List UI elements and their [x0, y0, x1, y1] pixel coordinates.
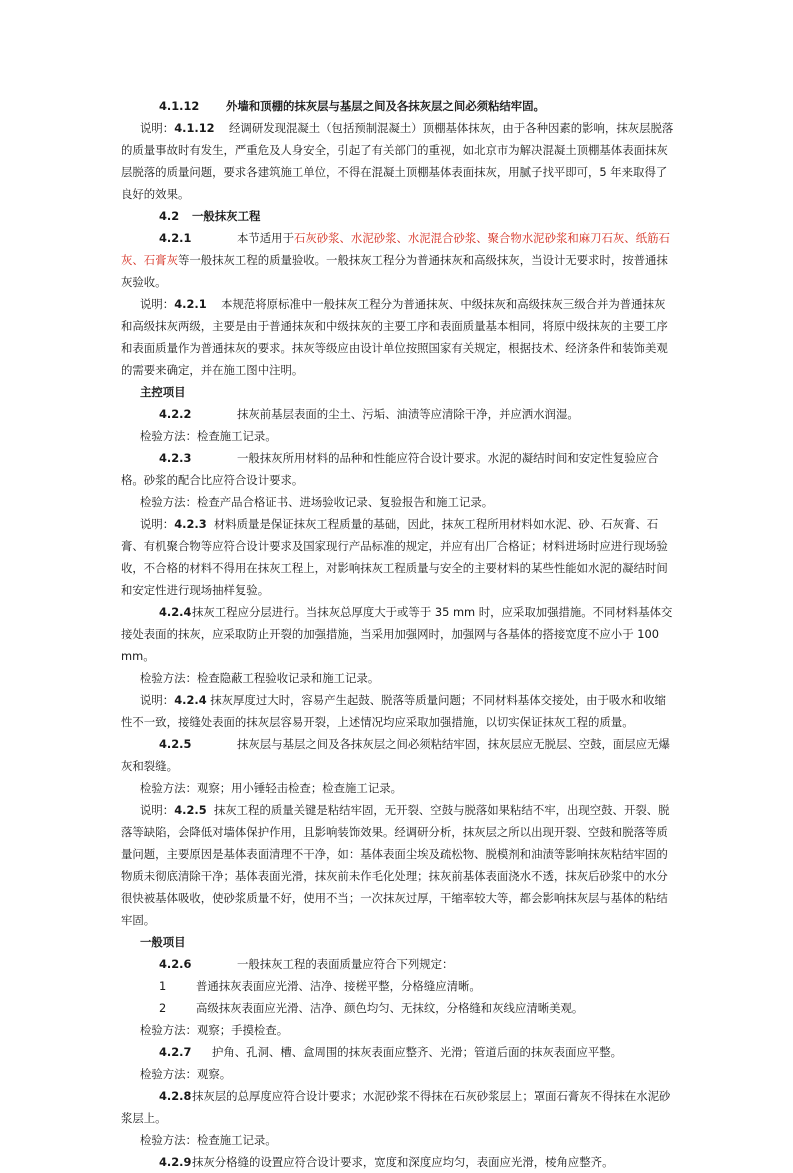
- clause-number: 4.2.7: [159, 1045, 192, 1059]
- explanation-4-2-4: [121, 689, 676, 733]
- clause-number: 4.2.1: [159, 231, 192, 245]
- clause-number: 4.2.9: [159, 1155, 192, 1169]
- list-item: [121, 975, 676, 997]
- list-item-number: 1: [159, 979, 167, 993]
- explanation-prefix: 说明：: [140, 297, 175, 311]
- check-method-4-2-2: 检验方法：检查施工记录。: [140, 429, 277, 443]
- check-method-4-2-6: 检验方法：观察；手摸检查。: [140, 1023, 289, 1037]
- check-method-4-2-3: 检验方法：检查产品合格证书、进场验收记录、复验报告和施工记录。: [140, 495, 494, 509]
- explanation-text: 抹灰厚度过大时，容易产生起鼓、脱落等质量问题；不同材料基体交接处，由于吸水和收缩性不一致，接缝处表面的抹灰层容易开裂，上述情况均应采取加强措施，以切实保证抹灰工程的质量。: [121, 693, 666, 729]
- section-title: 一般抹灰工程: [192, 209, 261, 223]
- clause-number: 4.2.2: [159, 407, 192, 421]
- explanation-number: 4.2.5: [174, 803, 207, 817]
- explanation-4-2-5: [121, 799, 676, 931]
- explanation-number: 4.1.12: [174, 121, 215, 135]
- section-4-2-heading: [121, 205, 676, 227]
- clause-number: 4.2.6: [159, 957, 192, 971]
- clause-4-2-3: [121, 447, 676, 491]
- explanation-number: 4.2.1: [174, 297, 207, 311]
- explanation-prefix: 说明：: [140, 121, 175, 135]
- clause-text: 抹灰层的总厚度应符合设计要求；水泥砂浆不得抹在石灰砂浆层上；罩面石膏灰不得抹在水泥砂浆层上。: [121, 1089, 671, 1125]
- explanation-text: 抹灰工程的质量关键是粘结牢固，无开裂、空鼓与脱落如果粘结不牢，出现空鼓、开裂、脱落等缺陷，会降低对墙体保护作用，且影响装饰效果。经调研分析，抹灰层之所以出现开裂、空鼓和脱落等质量问题，主要原因是基体表面清理不干净，如：基体表面尘埃及疏松物、脱模剂和油渍等影响抹灰粘结牢固的物质未彻底清除干净；基体表面光滑，抹灰前未作毛化处理；抹灰前基体表面浇水不透，抹灰后砂浆中的水分很快被基体吸收，使砂浆质量不好，使用不当；一次抹灰过厚，干缩率较大等，都会影响抹灰层与基体的粘结牢固。: [121, 803, 670, 927]
- explanation-text: 经调研发现混凝土（包括预制混凝土）顶棚基体抹灰，由于各种因素的影响，抹灰层脱落的质量事故时有发生，严重危及人身安全，引起了有关部门的重视，如北京市为解决混凝土顶棚基体表面抹灰层脱落的质量问题，要求各建筑施工单位，不得在混凝土顶棚基体表面抹灰，用腻子找平即可，5 年来取得了良好的效果。: [121, 121, 674, 201]
- list-item: [121, 997, 676, 1019]
- explanation-4-2-1: [121, 293, 676, 381]
- clause-number: 4.2.8: [159, 1089, 192, 1103]
- explanation-prefix: 说明：: [140, 517, 175, 531]
- clause-number: 4.2.5: [159, 737, 192, 751]
- check-method-4-2-5: 检验方法：观察；用小锤轻击检查；检查施工记录。: [140, 781, 402, 795]
- explanation-prefix: 说明：: [140, 693, 175, 707]
- list-item-text: 普通抹灰表面应光滑、洁净、接槎平整，分格缝应清晰。: [196, 979, 481, 993]
- clause-text: 一般抹灰工程的表面质量应符合下列规定：: [237, 957, 454, 971]
- explanation-number: 4.2.3: [174, 517, 207, 531]
- clause-text: 护角、孔洞、槽、盒周围的抹灰表面应整齐、光滑；管道后面的抹灰表面应平整。: [212, 1045, 623, 1059]
- explanation-text: 材料质量是保证抹灰工程质量的基础，因此，抹灰工程所用材料如水泥、砂、石灰膏、石膏、有机聚合物等应符合设计要求及国家现行产品标准的规定，并应有出厂合格证；材料进场时应进行现场验收，不合格的材料不得用在抹灰工程上，对影响抹灰工程质量与安全的主要材料的某些性能如水泥的凝结时间和安定性进行现场抽样复验。: [121, 517, 668, 597]
- clause-number: 4.1.12: [159, 99, 200, 113]
- clause-text: 外墙和顶棚的抹灰层与基层之间及各抹灰层之间必须粘结牢固。: [226, 99, 545, 113]
- clause-4-2-7: [121, 1041, 676, 1063]
- explanation-4-1-12: [121, 117, 676, 205]
- clause-number: 4.2.4: [159, 605, 192, 619]
- clause-4-2-6: [121, 953, 676, 975]
- clause-4-2-5: [121, 733, 676, 777]
- explanation-number: 4.2.4: [174, 693, 207, 707]
- general-items-heading: 一般项目: [140, 935, 186, 949]
- clause-text: 抹灰前基层表面的尘土、污垢、油渍等应清除干净，并应洒水润湿。: [237, 407, 579, 421]
- clause-text: 抹灰工程应分层进行。当抹灰总厚度大于或等于 35 mm 时，应采取加强措施。不同材料基体交接处表面的抹灰，应采取防止开裂的加强措施，当采用加强网时，加强网与各基体的搭接宽度不应小于 100 mm。: [121, 605, 673, 663]
- clause-text: 抹灰层与基层之间及各抹灰层之间必须粘结牢固，抹灰层应无脱层、空鼓，面层应无爆灰和裂缝。: [121, 737, 670, 773]
- check-method-4-2-4: 检验方法：检查隐蔽工程验收记录和施工记录。: [140, 671, 380, 685]
- clause-4-2-8: [121, 1085, 676, 1129]
- explanation-text: 本规范将原标准中一般抹灰工程分为普通抹灰、中级抹灰和高级抹灰三级合并为普通抹灰和高级抹灰两级，主要是由于普通抹灰和中级抹灰的主要工序和表面质量基本相同，将原中级抹灰的主要工序和表面质量作为普通抹灰的要求。抹灰等级应由设计单位按照国家有关规定，根据技术、经济条件和装饰美观的需要来确定，并在施工图中注明。: [121, 297, 668, 377]
- clause-text: 一般抹灰所用材料的品种和性能应符合设计要求。水泥的凝结时间和安定性复验应合格。砂浆的配合比应符合设计要求。: [121, 451, 659, 487]
- clause-4-2-2: [121, 403, 676, 425]
- check-method-4-2-8: 检验方法：检查施工记录。: [140, 1133, 277, 1147]
- section-number: 4.2: [159, 209, 180, 223]
- main-items-heading: 主控项目: [140, 385, 186, 399]
- list-item-number: 2: [159, 1001, 167, 1015]
- clause-text-post: 等一般抹灰工程的质量验收。一般抹灰工程分为普通抹灰和高级抹灰，当设计无要求时，按普通抹灰验收。: [121, 253, 668, 289]
- highlighted-materials-text: 石灰砂浆、水泥砂浆、水泥混合砂浆、聚合物水泥砂浆和麻刀石灰、纸筋石灰、石膏灰: [121, 231, 670, 267]
- clause-4-1-12: [121, 95, 676, 117]
- check-method-4-2-7: 检验方法：观察。: [140, 1067, 232, 1081]
- list-item-text: 高级抹灰表面应光滑、洁净、颜色均匀、无抹纹，分格缝和灰线应清晰美观。: [196, 1001, 584, 1015]
- clause-4-2-9: [121, 1151, 676, 1173]
- clause-text-pre: 本节适用于: [237, 231, 294, 245]
- explanation-4-2-3: [121, 513, 676, 601]
- clause-text: 抹灰分格缝的设置应符合设计要求，宽度和深度应均匀，表面应光滑，棱角应整齐。: [192, 1155, 614, 1169]
- clause-4-2-1: [121, 227, 676, 293]
- explanation-prefix: 说明：: [140, 803, 175, 817]
- document-body: [121, 95, 676, 1173]
- clause-number: 4.2.3: [159, 451, 192, 465]
- clause-4-2-4: [121, 601, 676, 667]
